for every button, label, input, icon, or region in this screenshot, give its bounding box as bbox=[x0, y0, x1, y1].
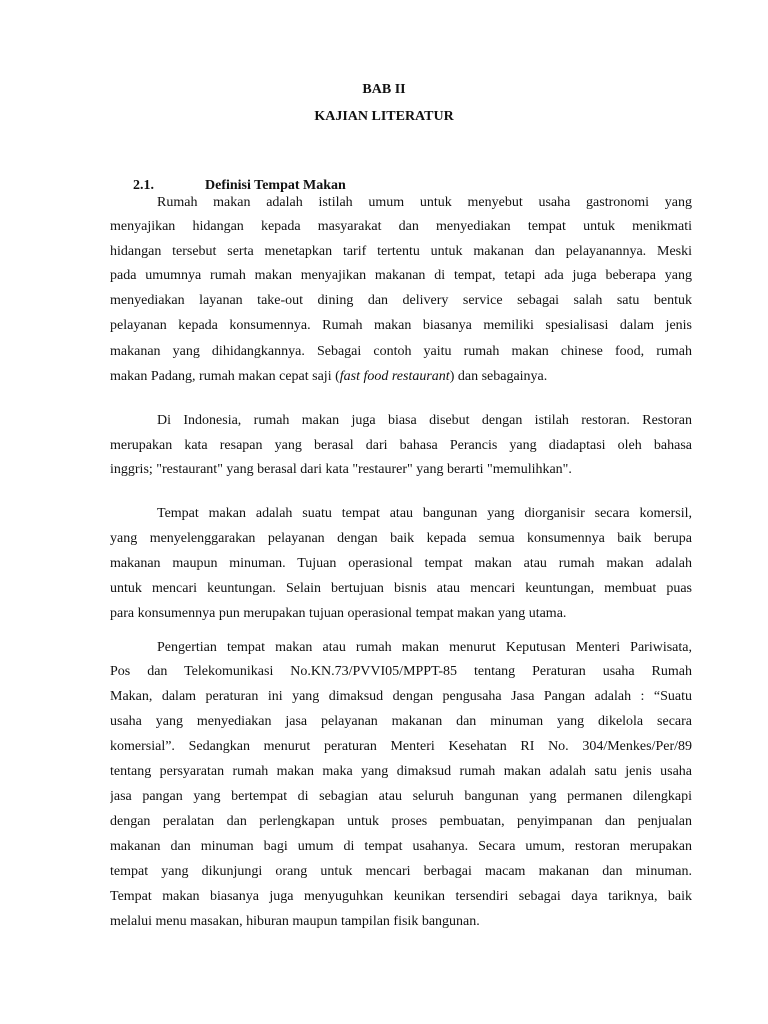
paragraph-line: makanan yang dihidangkannya. Sebagai contoh yaitu rumah makan chinese food, rumah bbox=[110, 344, 692, 359]
section-number: 2.1. bbox=[133, 178, 154, 193]
paragraph-line: tempat yang dikunjungi orang untuk mencari berbagai macam makanan dan minuman. bbox=[110, 864, 692, 879]
text-run: makan Padang, rumah makan cepat saji ( bbox=[110, 369, 340, 384]
paragraph-line: menyajikan hidangan kepada masyarakat dan menyediakan tempat untuk menikmati bbox=[110, 219, 692, 234]
italic-term: fast food restaurant bbox=[339, 369, 450, 384]
text-run: ) dan sebagainya. bbox=[449, 369, 548, 384]
chapter-title: KAJIAN LITERATUR bbox=[314, 109, 454, 124]
paragraph-line: hidangan tersebut serta menetapkan tarif tertentu untuk makanan dan pelayanannya. Meski bbox=[110, 244, 692, 259]
chapter-number: BAB II bbox=[362, 82, 406, 97]
paragraph-line: Pengertian tempat makan atau rumah makan menurut Keputusan Menteri Pariwisata, bbox=[157, 640, 692, 655]
paragraph-line: tentang persyaratan rumah makan maka yang dimaksud rumah makan adalah satu jenis usaha bbox=[110, 764, 692, 779]
section-title: Definisi Tempat Makan bbox=[205, 178, 346, 193]
paragraph-line: Tempat makan biasanya juga menyuguhkan keunikan tersendiri sebagai daya tariknya, baik bbox=[110, 889, 692, 904]
paragraph-line: makanan maupun minuman. Tujuan operasional tempat makan atau rumah makan adalah bbox=[110, 556, 692, 571]
paragraph-line: yang menyelenggarakan pelayanan dengan baik kepada semua konsumennya baik berupa bbox=[110, 531, 692, 546]
paragraph-line: para konsumennya pun merupakan tujuan operasional tempat makan yang utama. bbox=[110, 606, 567, 621]
paragraph-line: untuk mencari keuntungan. Selain bertujuan bisnis atau mencari keuntungan, membuat puas bbox=[110, 581, 692, 596]
paragraph-line: melalui menu masakan, hiburan maupun tampilan fisik bangunan. bbox=[110, 914, 480, 929]
paragraph-line: Pos dan Telekomunikasi No.KN.73/PVVI05/MPPT-85 tentang Peraturan usaha Rumah bbox=[110, 664, 692, 679]
paragraph-line: pelayanan kepada konsumennya. Rumah makan biasanya memiliki spesialisasi dalam jenis bbox=[110, 318, 692, 333]
paragraph-line: pada umumnya rumah makan menyajikan makanan di tempat, tetapi ada juga beberapa yang bbox=[110, 268, 692, 283]
paragraph-line: merupakan kata resapan yang berasal dari bahasa Perancis yang diadaptasi oleh bahasa bbox=[110, 438, 692, 453]
paragraph-line: komersial”. Sedangkan menurut peraturan Menteri Kesehatan RI No. 304/Menkes/Per/89 bbox=[110, 739, 692, 754]
paragraph-line: Makan, dalam peraturan ini yang dimaksud dengan pengusaha Jasa Pangan adalah : “Suatu bbox=[110, 689, 692, 704]
paragraph-line: Tempat makan adalah suatu tempat atau bangunan yang diorganisir secara komersil, bbox=[157, 506, 692, 521]
paragraph-line: makanan dan minuman bagi umum di tempat usahanya. Secara umum, restoran merupakan bbox=[110, 839, 692, 854]
paragraph-line: menyediakan layanan take-out dining dan delivery service sebagai salah satu bentuk bbox=[110, 293, 692, 308]
paragraph-line: Rumah makan adalah istilah umum untuk menyebut usaha gastronomi yang bbox=[157, 195, 692, 210]
paragraph-line: jasa pangan yang bertempat di sebagian atau seluruh bangunan yang permanen dilengkapi bbox=[110, 789, 692, 804]
paragraph-line: usaha yang menyediakan jasa pelayanan makanan dan minuman yang dikelola secara bbox=[110, 714, 692, 729]
paragraph-line: Di Indonesia, rumah makan juga biasa disebut dengan istilah restoran. Restoran bbox=[157, 413, 692, 428]
paragraph-line: dengan peralatan dan perlengkapan untuk proses pembuatan, penyimpanan dan penjualan bbox=[110, 814, 692, 829]
paragraph-line: inggris; "restaurant" yang berasal dari kata "restaurer" yang berarti "memulihkan". bbox=[110, 462, 572, 477]
paragraph-line bbox=[110, 366, 692, 388]
